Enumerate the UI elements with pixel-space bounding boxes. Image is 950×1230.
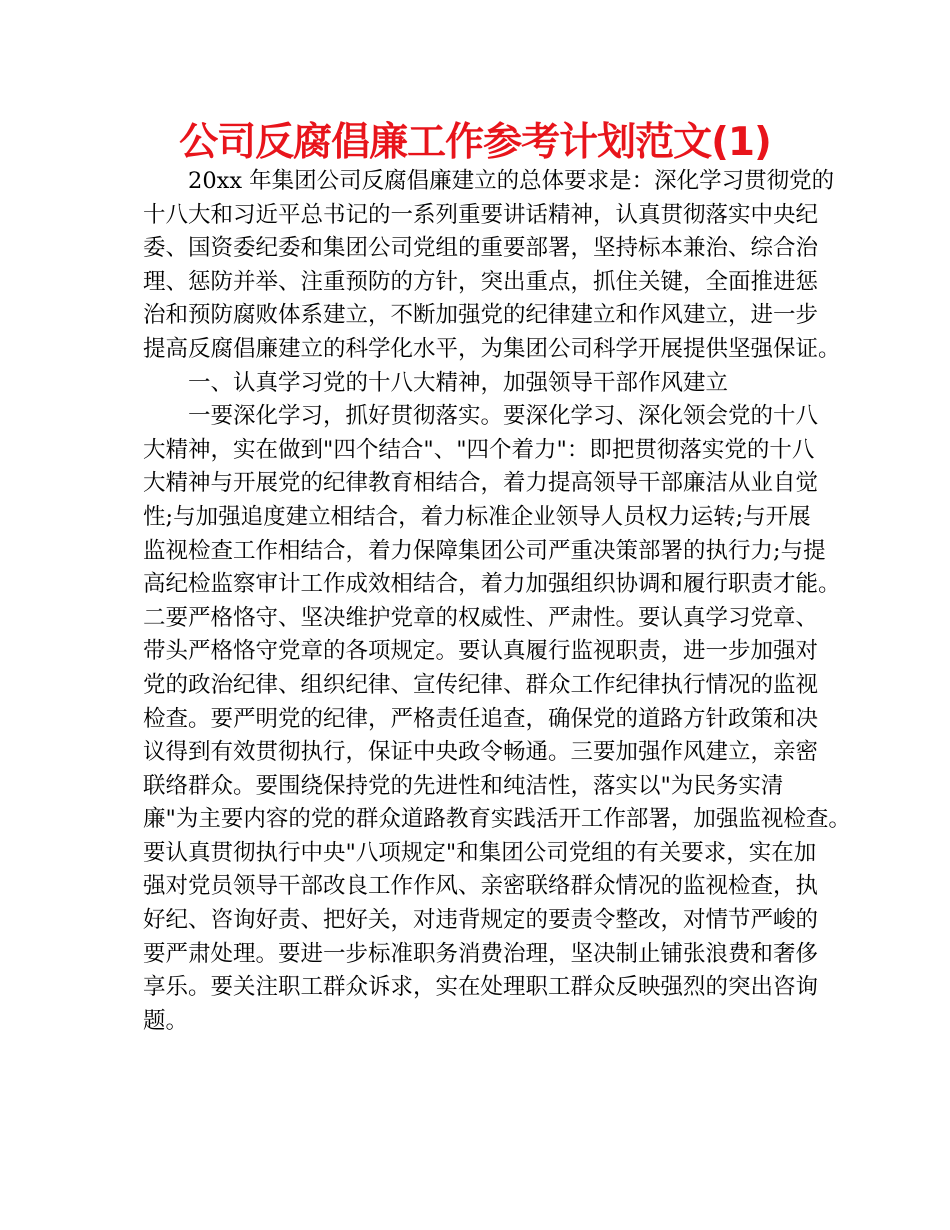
body-line: 十八大和习近平总书记的一系列重要讲话精神，认真贯彻落实中央纪: [143, 201, 819, 228]
body-line: 要认真贯彻执行中央"八项规定"和集团公司党组的有关要求，实在加: [143, 839, 817, 866]
body-line: 要严肃处理。要进一步标准职务消费治理，坚决制止铺张浪费和奢侈: [143, 940, 819, 967]
body-line: 提高反腐倡廉建立的科学化水平，为集团公司科学开展提供坚强保证。: [143, 335, 841, 362]
body-line: 联络群众。要围绕保持党的先进性和纯洁性，落实以"为民务实清: [143, 772, 784, 799]
document-title: 公司反腐倡廉工作参考计划范文(1): [179, 120, 771, 165]
body-line: 委、国资委纪委和集团公司党组的重要部署，坚持标本兼治、综合治: [143, 235, 819, 262]
body-line: 治和预防腐败体系建立，不断加强党的纪律建立和作风建立，进一步: [143, 302, 819, 329]
body-line: 理、惩防并举、注重预防的方针，突出重点，抓住关键，全面推进惩: [143, 268, 819, 295]
body-line: 题。: [143, 1007, 189, 1034]
body-line: 大精神与开展党的纪律教育相结合，着力提高领导干部廉洁从业自觉: [143, 470, 819, 497]
section-heading: 一、认真学习党的十八大精神，加强领导干部作风建立: [188, 369, 729, 396]
body-line: 监视检查工作相结合，着力保障集团公司严重决策部署的执行力;与提: [143, 537, 826, 564]
body-line: 性;与加强追度建立相结合，着力标准企业领导人员权力运转;与开展: [143, 503, 811, 530]
document-body: [143, 165, 851, 1038]
body-line: 强对党员领导干部改良工作作风、亲密联络群众情况的监视检查，执: [143, 873, 819, 900]
body-line: 一要深化学习，抓好贯彻落实。要深化学习、深化领会党的十八: [188, 403, 819, 430]
body-line: 议得到有效贯彻执行，保证中央政令畅通。三要加强作风建立，亲密: [143, 739, 819, 766]
body-line: 带头严格恪守党章的各项规定。要认真履行监视职责，进一步加强对: [143, 638, 819, 665]
body-line: 大精神，实在做到"四个结合"、"四个着力"：即把贯彻落实党的十八: [143, 436, 815, 463]
body-line: 享乐。要关注职工群众诉求，实在处理职工群众反映强烈的突出咨询: [143, 974, 819, 1001]
body-line: 好纪、咨询好责、把好关，对违背规定的要责令整改，对情节严峻的: [143, 907, 819, 934]
body-line: 廉"为主要内容的党的群众道路教育实践活开工作部署，加强监视检查。: [143, 806, 851, 833]
body-line: 检查。要严明党的纪律，严格责任追查，确保党的道路方针政策和决: [143, 705, 819, 732]
body-line: 党的政治纪律、组织纪律、宣传纪律、群众工作纪律执行情况的监视: [143, 671, 819, 698]
body-line: 二要严格恪守、坚决维护党章的权威性、严肃性。要认真学习党章、: [143, 604, 819, 631]
body-line: 20xx 年集团公司反腐倡廉建立的总体要求是：深化学习贯彻党的: [188, 168, 835, 194]
body-line: 高纪检监察审计工作成效相结合，着力加强组织协调和履行职责才能。: [143, 571, 841, 598]
